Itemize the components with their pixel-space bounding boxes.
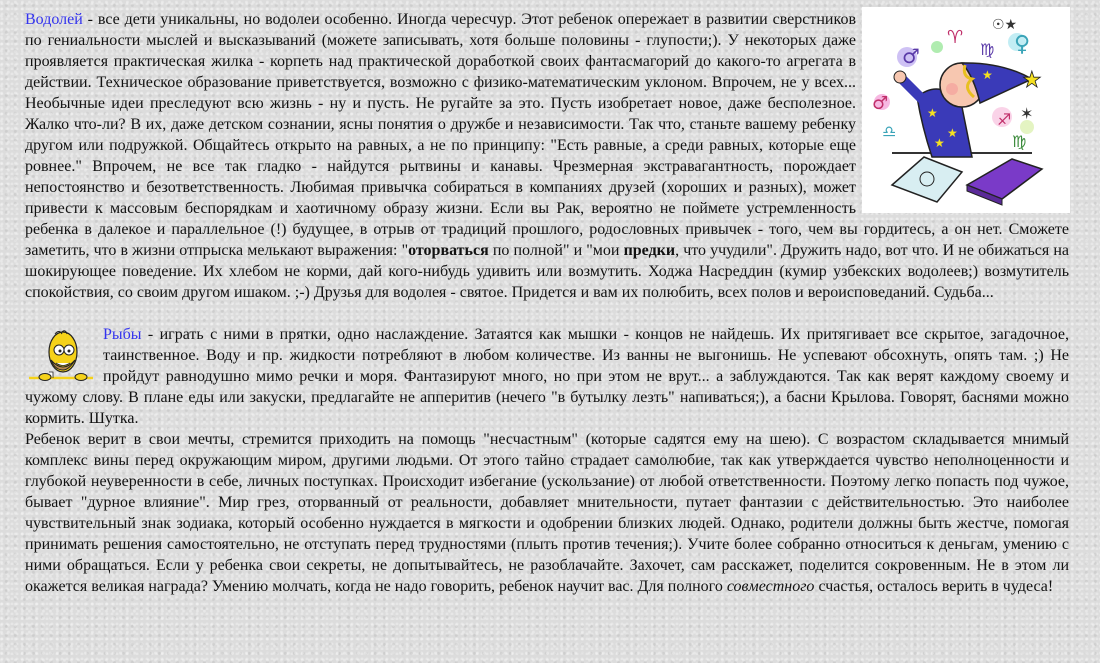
svg-text:♍: ♍ bbox=[1012, 132, 1027, 151]
pisces-paragraph-2 bbox=[25, 429, 1069, 597]
pisces-italic-word: совместного bbox=[726, 578, 815, 595]
sign-link-aquarius[interactable]: Водолей bbox=[25, 11, 83, 28]
homer-peeking-icon bbox=[29, 326, 93, 386]
svg-text:★: ★ bbox=[947, 126, 958, 140]
svg-text:♀: ♀ bbox=[1014, 32, 1031, 57]
article-content bbox=[25, 9, 1069, 597]
sign-link-pisces[interactable]: Рыбы bbox=[103, 326, 142, 343]
pisces-text-intro: - играть с ними в прятки, одно наслаждение. Затаятся как мышки - концов не найдешь. Их притягивает все скрытое, загадочное, таинственное. Воду и пр. жидкости потребляют в любом количестве. Из ванны не выгонишь. Не успевают обсохнуть, опять там. ;) Не пройдут равнодушно мимо речки и моря. Фантазируют много, но при этом не врут... а заблуждаются. Так как верят каждому своему и чужому слову. В плане еды или закуски, предлагайте не апперитив (нечего "в бутылку лезть" напиваться;), а басни Крылова. Говорят, баснями можно кормить. Шутка. bbox=[25, 326, 1069, 427]
aquarius-text-outro: , что учудили". Дружить надо, вот что. И не обижаться на шокирующее поведение. Их хлебом не корми, дай кого-нибудь удивить или возмутить. Ходжа Насреддин (кумир узбекских водолеев;) возмутитель спокойствия, со своим другом ишаком. ;-) Друзья для водолея - святое. Придется и вам их полюбить, всех полов и вероисповеданий. Судьба... bbox=[25, 242, 1070, 301]
aquarius-text-mid: по полной" и "мои bbox=[488, 242, 624, 259]
aquarius-section bbox=[25, 9, 1069, 303]
pisces-section bbox=[25, 324, 1069, 597]
svg-text:♂: ♂ bbox=[872, 93, 889, 114]
svg-text:✶: ✶ bbox=[1020, 104, 1034, 123]
svg-text:♂: ♂ bbox=[902, 44, 920, 68]
aquarius-illustration bbox=[862, 7, 1070, 213]
section-spacer bbox=[25, 303, 1069, 324]
svg-text:♐: ♐ bbox=[997, 110, 1012, 129]
svg-text:♎: ♎ bbox=[882, 122, 897, 141]
svg-text:☉★: ☉★ bbox=[992, 17, 1018, 33]
aquarius-text-intro: - все дети уникальны, но водолеи особенно. Иногда чересчур. Этот ребенок опережает в развитии сверстников по гениальности мыслей и высказываний (можете записывать, хотя больше половины - глупости;). У некоторых даже проявляется практическая жилка - корпеть над практической доработкой своих фантасмагорий до какого-то агрегата в действии. Техническое образование приветствуется, возможно с физико-математическим уклоном. Впрочем, не у всех... Необычные идеи преследуют всю жизнь - ну и пусть. Не ругайте за это. Пусть изобретает новое, даже бесполезное. Жалко что-ли? В их, даже детском сознании, ясны понятия о дружбе и независимости. Так что, станьте вашему ребенку другом или подружкой. Общайтесь открыто на равных, а не по принципу: "Есть равные, а среди равных, которые еще ровнее." Впрочем, не все так гладко - найдутся рытвины и канавы. Чрезмерная экстравагантность, порождает непостоянство и безответственность. Любимая привычка собираться в компаниях друзей (хороших и разных), может привести к массовым беспорядкам и хаотичному образу жизни. Если вы Рак, вероятно не поймете устремленность ребенка в далекое и параллельное (!) будущее, в отрыв от традиций прошлого, родословных привычек - того, чем вы гордитесь, а он нет. Сможете заметить, что в жизни отпрыска мелькают выражения: " bbox=[25, 11, 1069, 259]
svg-text:★: ★ bbox=[934, 136, 945, 150]
svg-text:♍: ♍ bbox=[980, 40, 995, 59]
svg-text:★: ★ bbox=[927, 106, 938, 120]
aquarius-bold-phrase-2: предки bbox=[623, 242, 676, 259]
svg-text:♈: ♈ bbox=[947, 27, 964, 48]
pisces-text-end: счастья, осталось верить в чудеса! bbox=[814, 578, 1054, 595]
aquarius-bold-phrase-1: оторваться bbox=[408, 242, 489, 259]
svg-text:★: ★ bbox=[1022, 68, 1042, 93]
pisces-paragraph-1 bbox=[25, 324, 1069, 429]
pisces-illustration bbox=[29, 326, 93, 386]
pisces-text-main: Ребенок верит в свои мечты, стремится приходить на помощь "несчастным" (которые садятся ему на шею). С возрастом складывается мнимый комплекс вины перед окружающим миром, другими людьми. От этого тайно страдает самолюбие, так как утверждается чувство неполноценности и глубокой неуверенности в себе, личных поступках. Происходит избегание (ускользание) от любой ответственности. Поэтому легко попасть под чужое, бывает "дурное влияние". Мир грез, оторванный от реальности, добавляет мнительности, путает фантазии с действительностью. Это наиболее чувствительный знак зодиака, который особенно нуждается в мягкости и одобрении близких людей. Однако, родители должны быть жестче, помогая принимать решения самостоятельно, не отступать перед трудностями (плыть против течения;). Учите более собранно относиться к деньгам, умению с ними обращаться. Если у ребенка свои секреты, не допытывайтесь, не разоблачайте. Захочет, сам расскажет, поделится сокровенным. Не в этом ли окажется великая награда? Умению молчать, когда не надо говорить, ребенок научит вас. Для полного bbox=[25, 431, 1069, 595]
svg-text:★: ★ bbox=[982, 68, 993, 82]
aquarius-child-icon bbox=[862, 7, 1070, 213]
